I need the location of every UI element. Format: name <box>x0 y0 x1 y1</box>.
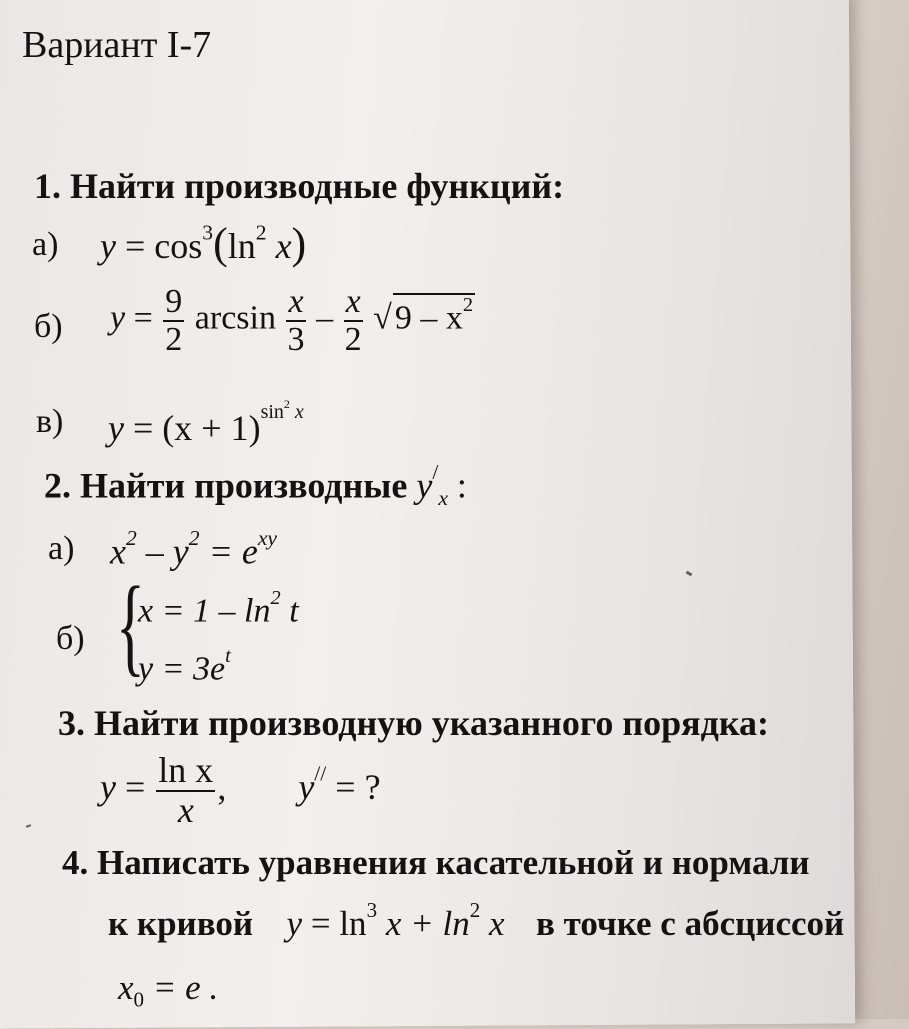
task3-title: 3. Найти производную указанного порядка: <box>58 703 769 743</box>
task1-v-formula: $y = (x + 1)^{sin^2 x}$ <box>108 397 304 449</box>
system-brace: { <box>115 564 145 686</box>
task4-x0: $x_0 = e$ . <box>118 968 219 1012</box>
task4-line1: 4. Написать уравнения касательной и нормали <box>62 843 810 882</box>
task1-b-formula: y = $\frac{9}{2}$ arcsin $\frac{x}{3}$ – $\frac{x}{2}$ $√9 - x^2$ <box>110 283 474 358</box>
task2-b-line2: $y = 3e^t$ <box>138 645 231 688</box>
task2-b-line1: $x = 1 - \ln^2 t$ <box>138 587 299 630</box>
task1-title: 1. Найти производные функций: <box>34 166 565 206</box>
task1-a-label: а) <box>32 226 59 263</box>
task2-a-label: а) <box>48 530 75 567</box>
task2-a-formula: $x^2 - y^2 = e^{xy}$ <box>110 526 278 572</box>
variant-title: Вариант I-7 <box>22 24 212 66</box>
task2-b-label: б) <box>56 620 85 657</box>
task3-formula: y = $\frac{\text{ln x}}{x}$ , y// = ? <box>100 750 381 830</box>
task4-line2: к кривой $y = \ln^3 x + \ln^2 x$ в точке с абсциссой <box>108 898 845 943</box>
task1-b-label: б) <box>34 308 63 345</box>
task2-title: 2. Найти производные $y^/_x$ : <box>44 460 467 510</box>
task1-a-formula: $y = \cos^3(\ln^2$ x) <box>100 219 307 268</box>
task1-v-label: в) <box>36 403 64 440</box>
